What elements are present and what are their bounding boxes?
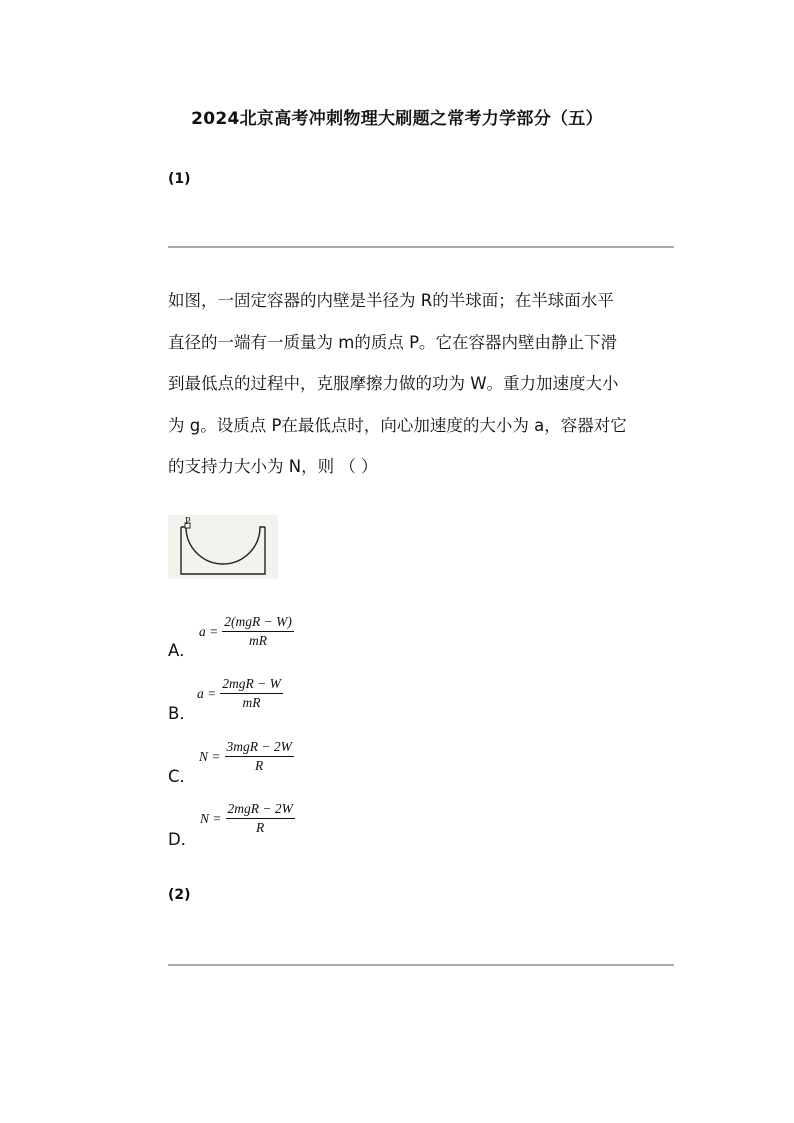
stem-line-5: 的支持力大小为 N，则 （ ）	[168, 457, 378, 476]
divider-1	[168, 246, 674, 248]
option-c-formula: N = $\frac{\text{3mgR − 2W}}{R}$	[199, 739, 292, 773]
option-a-letter: A．	[168, 641, 196, 660]
option-d-numerator: 2mgR − 2W	[226, 801, 295, 819]
divider-2	[168, 964, 674, 966]
option-d-letter: D．	[168, 830, 198, 849]
option-c-numerator: 3mgR − 2W	[225, 739, 294, 757]
option-a-numerator: 2(mgR − W)	[222, 614, 294, 632]
hemisphere-diagram	[168, 515, 278, 579]
option-b-denominator: mR	[242, 695, 261, 710]
question-1-stem	[168, 280, 678, 488]
option-a-formula: a = $\frac{\text{2(mgR − W)}}{mR}$	[199, 614, 292, 648]
stem-line-4: 为 g。设质点 P在最低点时，向心加速度的大小为 a，容器对它	[168, 415, 627, 435]
option-b-formula: a = $\frac{\text{2mgR − W}}{mR}$	[197, 676, 281, 710]
stem-line-1: 如图，一固定容器的内壁是半径为 R的半球面；在半球面水平	[168, 291, 614, 310]
option-b-letter: B．	[168, 704, 196, 723]
stem-line-3: 到最低点的过程中，克服摩擦力做的功为 W。重力加速度大小	[168, 374, 619, 393]
question-1-number: (1)	[168, 171, 191, 187]
option-d-formula: N = $\frac{\text{2mgR − 2W}}{R}$	[200, 801, 293, 835]
option-b-numerator: 2mgR − W	[220, 676, 283, 694]
page-title: 2024北京高考冲刺物理大刷题之常考力学部分（五）	[191, 109, 603, 129]
option-c-letter: C．	[168, 767, 197, 786]
stem-line-2: 直径的一端有一质量为 m的质点 P。它在容器内壁由静止下滑	[168, 332, 618, 352]
option-d-denominator: R	[256, 820, 265, 835]
option-c-denominator: R	[255, 758, 264, 773]
particle-label: P	[185, 516, 191, 527]
hemisphere-container-figure	[168, 515, 278, 579]
question-2-number: (2)	[168, 887, 191, 903]
option-a-denominator: mR	[249, 633, 268, 648]
